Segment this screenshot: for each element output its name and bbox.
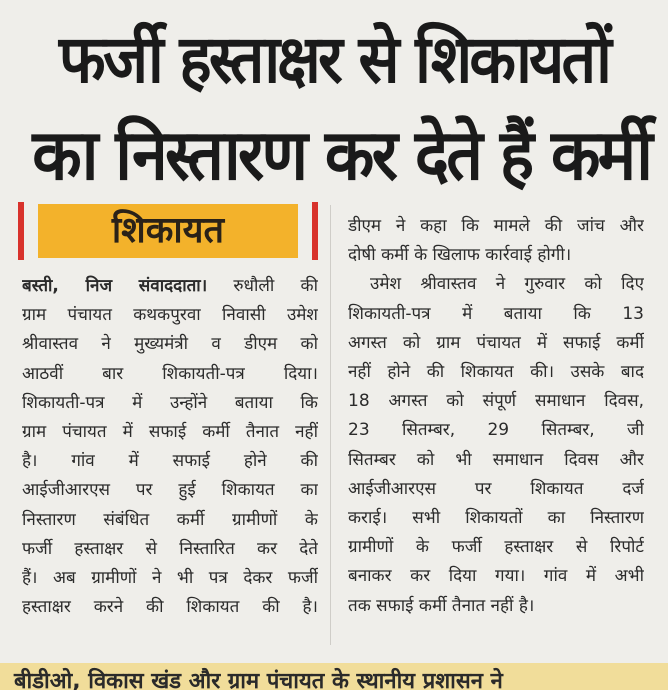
tag-right-bar (312, 202, 318, 260)
article-line: बनाकर कर दिया गया। गांव में अभी (348, 566, 644, 587)
article-left-column (22, 272, 318, 622)
article-line: फर्जी हस्ताक्षर से निस्तारित कर देते (22, 538, 318, 559)
article-line: आठवीं बार शिकायती-पत्र दिया। (22, 363, 318, 384)
article-line: हस्ताक्षर करने की शिकायत की है। (22, 597, 318, 618)
column-divider (330, 205, 331, 645)
article-line: श्रीवास्तव ने मुख्यमंत्री व डीएम को (22, 334, 318, 355)
article-line: उमेश श्रीवास्तव ने गुरुवार को दिए (370, 274, 644, 295)
article-line: कराई। सभी शिकायतों का निस्तारण (348, 508, 644, 529)
byline: बस्ती, निज संवाददाता। (22, 276, 208, 296)
article-line: शिकायती-पत्र में बताया कि 13 (348, 303, 644, 324)
next-article-headline: बीडीओ, विकास खंड और ग्राम पंचायत के स्थानीय प्रशासन ने (14, 669, 503, 690)
article-line: सितम्बर को भी समाधान दिवस और (348, 449, 644, 470)
article-line: तक सफाई कर्मी तैनात नहीं है। (348, 595, 535, 616)
headline-line-2: का निस्तारण कर देते हैं कर्मी (32, 114, 651, 196)
tag-left-bar (18, 202, 24, 260)
article-line: दोषी कर्मी के खिलाफ कार्रवाई होगी। (348, 245, 572, 266)
article-line: है। गांव में सफाई होने की (22, 451, 318, 472)
section-tag (18, 200, 318, 262)
article-line: नहीं होने की शिकायत की। उसके बाद (348, 362, 644, 383)
article-line: बस्ती, निज संवाददाता। रुधौली की (22, 276, 318, 296)
article-line: आईजीआरएस पर हुई शिकायत का (22, 480, 318, 501)
article-line: आईजीआरएस पर शिकायत दर्ज (348, 478, 644, 499)
headline-line-1: फर्जी हस्ताक्षर से शिकायतों (58, 21, 610, 98)
tag-label: शिकायत (111, 210, 225, 251)
article-line: डीएम ने कहा कि मामले की जांच और (348, 216, 644, 236)
article-right-column (348, 212, 644, 621)
tag-box (38, 204, 298, 258)
article-line: 18 अगस्त को संपूर्ण समाधान दिवस, (348, 391, 644, 412)
next-article-strip (0, 663, 668, 690)
article-line: शिकायती-पत्र में उन्होंने बताया कि (22, 392, 318, 413)
article-line: निस्तारण संबंधित कर्मी ग्रामीणों के (22, 509, 318, 530)
article-line: ग्राम पंचायत में सफाई कर्मी तैनात नहीं (22, 422, 318, 443)
article-line: हैं। अब ग्रामीणों ने भी पत्र देकर फर्जी (22, 568, 318, 589)
article-line: अगस्त को ग्राम पंचायत में सफाई कर्मी (348, 332, 644, 353)
article-line: ग्रामीणों के फर्जी हस्ताक्षर से रिपोर्ट (348, 537, 644, 558)
article-line: 23 सितम्बर, 29 सितम्बर, जी (348, 420, 644, 441)
article-line: ग्राम पंचायत कथकपुरवा निवासी उमेश (22, 305, 318, 326)
